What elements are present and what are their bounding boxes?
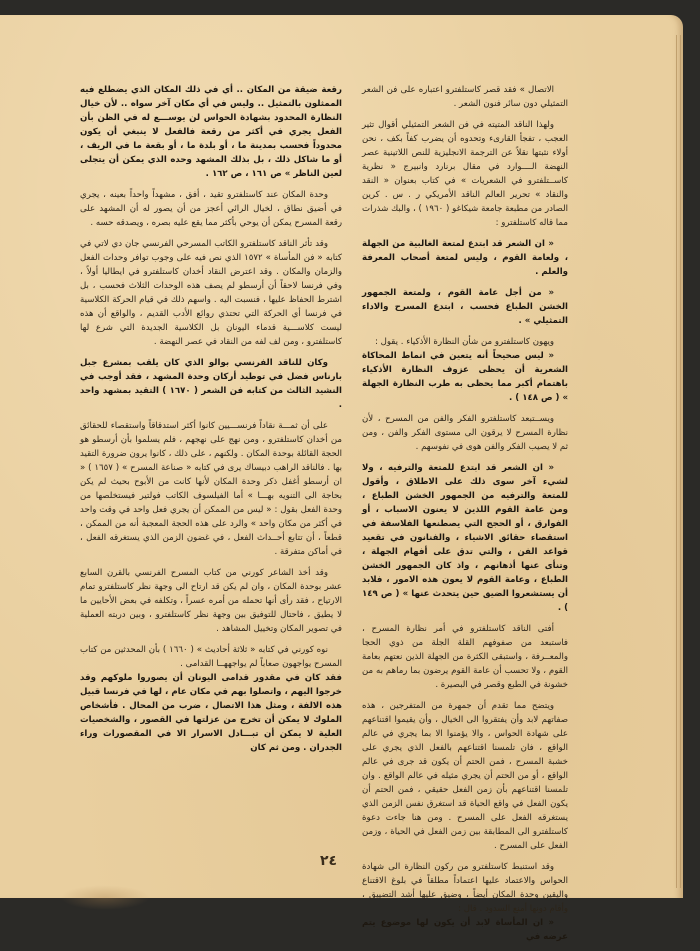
paragraph: أفتى الناقد كاستلفترو في أمر نظارة المسرح ، فاستبعد من صفوفهم القلة الجلة من ذوي الحجا والمعــرفة ، واستبقى الكثرة من الجهلة الذين نعتهم بعامة القوم ، ولا تحسب أن عامة القوم يرضون بما رماهم به من خشونة في الطبع وقصر في البصيرة . (362, 624, 568, 690)
paragraph: وكان للناقد الفرنسي بوالو الذي كان يلقب بمشرع جبل بارناس فضل في توطيد أركان وحدة المشهد ، فقد أوجب في النشيد الثالث من كتابه فن الشعر ( ١٦٧٠ ) التقيد بمشهد واحد . (80, 358, 342, 410)
paragraph: الاتصال » فقد قصر كاستلفترو اعتباره على فن الشعر التمثيلي دون سائر فنون الشعر . (362, 85, 568, 109)
paragraph: وقد أخذ الشاعر كورني من كتاب المسرح الفرنسي بالقرن السابع عشر بوحدة المكان ، وان لم يكن قد ارتاح الى وجهة نظر كاستلفترو تمام الارتياح ، فقد رأى أنها تحمله من أمره عسراً ، وتكلفه في بعض الأحايين ما لا يطيق ، فاحتال للتوفيق بين وجهة نظر كاستلفترو ، وبين دربته العملية في تصوير المكان وتخييل المشاهد . (80, 568, 342, 634)
document-page (0, 15, 683, 942)
paragraph: نوه كورني في كتابه « ثلاثة أحاديث » ( ١٦٦٠ ) بأن المحدثين من كتاب المسرح يواجهون صعاباً لم يواجههــا القدامى . (80, 645, 342, 669)
paragraph: وقد استنبط كاستلفترو من ركون النظارة الى شهادة الحواس والاعتماد عليها اعتماداً مطلقاً في بلوغ الاقتناع واليقين وحدة المكان أيضاً ، وضيق عليها أشد التضييق ، وأقام دونها أمنع السدود . قال : (362, 862, 568, 914)
quote-paragraph: « ليس صحيحاً أنه يتعين في انماط المحاكاة الشعرية أن يحظى عزوف النظارة الأذكياء باهتمام أكبر مما يحظى به طرب النظارة الجهلة » ( ص ١٤٨ ) . (362, 351, 568, 403)
quote-paragraph: « ان الشعر قد ابتدع لمتعة الغالبية من الجهلة ، ولعامة القوم ، وليس لمتعة أصحاب المعرفة والعلم . (362, 239, 568, 277)
paper-stain (60, 885, 150, 910)
paragraph: ويســتبعد كاستلفترو الفكر والفن من المسرح ، لأن نظارة المسرح لا يرقون الى مستوى الفكر والفن ، ومن ثم لا يصيب الفكر والفن هوى في نفوسهم . (362, 414, 568, 452)
quote-paragraph: « ان المأساة لابد أن يكون لها موضوع يتم عرضه في (362, 918, 568, 942)
quote-paragraph: « ان الشعر قد ابتدع للمتعة والترفيه ، ولا لشيء آخر سوى ذلك على الاطلاق ، وأقول للمتعة والترفيه من الجمهور الخشن الطباع ، ومن عامة القوم اللذين لا يعنون الاسباب ، أو الفوارق ، أو الحجج التي يصطنعها الفلاسفة في استقصاء حقائق الاشياء ، والفنانون في تقعيد قواعد الفن ، والتي تدق على أفهام الجهلة ، وتنأى عنها أذهانهم ، واذ كان الجمهور الخشن الطباع ، وعامة القوم لا يعون هذه الامور ، فلابد أن يستشعروا الضيق حين يتحدث عنها » ( ص ١٤٩ ) . (362, 463, 568, 613)
paragraph: على أن ثمـــة نقاداً فرنســـيين كانوا أكثر استدقاقاً واستقصاء للحقائق من أخدان كاستلفترو ، ومن نهج على نهجهم ، فلم يسلموا بأن أرسطو هو الحجة القائلة بوحدة المكان . ولكنهم ، على ذلك ، كانوا يرون ضرورة التقيد بها . فالناقد الراهب دبيساك يرى في كتابه « صناعة المسرح » ( ١٦٥٧ ) « ان أرسطو أغفل ذكر وحدة المكان لأنها كانت من الأبوح بحيث لم يكن بحاجة الى التنويه بهـــا » أما الفيلسوف الكاتب فولتير فيستخلصها من وحدة الفعل بقول : « ليس من الممكن أن يجري فعل واحد في وقت واحد في أكثر من مكان واحد » والرد على هذه الحجة المعجبة أنه من الممكن ، قطعاً ، أن تتابع أحــداث الفعل ، في غضون الزمن الذي يستغرقه الفعل ، في أماكن متفرقة . (80, 421, 343, 557)
page-edge (676, 35, 681, 888)
paragraph: وقد تأثر الناقد كاستلفترو الكاتب المسرحي الفرنسي جان دي لاتي في كتابه « فن المأساة » ١٥٧٢ الذي نص فيه على وجوب توافر وحدات الفعل والزمان والمكان . وقد اعترض النقاد أخدان كاستلفترو في ايطاليا أولاً ، وفي فرنسا لاحقاً أن أرسطو لم يصف هذه الوحدات الثلاث فحسب ، بل اشترط الحفاظ عليها ، فنسبت اليه . واسهم ذلك في قيام الحركة الكلاسية في فرنسا أي الحركة التي تحتذي روائع الأدب القديم ، والواقع أن هذه ليست كلاســـية قدماء اليونان بل الكلاسية الجديدة التي شرع لها كاستلفترو ، ومن لف لفه من النقاد في عصر النهضة . (80, 239, 342, 347)
page-number: ٢٤ (320, 853, 338, 869)
paragraph: وحدة المكان عند كاستلفترو تقيد ، أفق ، مشهداً واحداً بعينه ، يجري في أضيق نطاق ، لخيال الرائي أعجز من أن يصور له أن المشهد على رقعة المسرح يمكن أن يوحي بأكثر مما يقع عليه بصره ، ويصدقه حسه . (80, 190, 342, 228)
paragraph: ولهذا الناقد المتيته في فن الشعر التمثيلي أقوال تثير العجب ، تفجأ القارىء وتحدوه أن يضرب كفاً بكف ، نحن أولاء نثبتها نقلاً عن الترجمة الانجليزية للنص اللاتينية عصر النهضة الــــوارد في مقال برنارد وانبيرج « نظرية كاســتلفترو في الشعريات » في كتاب بعنوان « النقد والنقاد » تحرير العالم الناقد الأمريكي ر . س . كرين الصادر من مطبعة جامعة شيكاغو ( ١٩٦٠ ) ، والبك شذرات مما قاله كاستلفترو : (362, 120, 568, 228)
right-column (362, 83, 568, 951)
paragraph: ويهون كاستلفترو من شأن النظارة الأذكياء . يقول : (375, 337, 554, 347)
quote-paragraph: رقعة ضيقة من المكان .. أي في ذلك المكان الذي يضطلع فيه الممثلون بالتمثيل .. وليس في أي مكان آخر سواه .. لأن خيال النظارة المحدود بشهادة الحواس لن يوســـع له في الظن بأن الفعل يجري في أكثر من رقعة فالفعل لا ينبغي أن يكون محدوداً فحسب بمدينة ما ، أو بلدة ما ، أو بقعة ما في الريف ، أو ما شاكل ذلك ، بل بذلك المشهد وحده الذي يمكن أن يتجلى لعين الناظر » ص ١٦١ ، ص ١٦٢ . (80, 85, 342, 179)
paragraph: فقد كان في مقدور قدامى اليونان أن يصوروا ملوكهم وقد خرجوا اليهم ، واتصلوا بهم في مكان عام ، لها في فرنسا قبيل هذه الالفة ، ومثل هذا الاتصال ، ضرب من المحال . فأشخاص الملوك لا يمكن أن تخرج من عزلتها في القصور ، والشخصيات العلية لا يمكن أن تبـــادل الاسرار الا في المقصورات وراء الجدران . ومن ثم كان (80, 673, 342, 753)
quote-paragraph: « من أجل عامة القوم ، ولمتعة الجمهور الخشن الطباع فحسب ، ابتدع المسرح والاداء التمثيلي » . (362, 288, 568, 326)
paragraph: ويتضح مما تقدم أن جمهرة من المتفرجين ، هذه صفاتهم لابد وأن يفتقروا الى الخيال ، وأن يقيموا اقتناعهم على شهادة الحواس ، والا يؤمنوا الا بما يجري في عالم الواقع ، فان تلمسنا اقتناعهم بالفعل الذي يجري على خشبة المسرح ، فمن الحتم أن يكون قد جرى في عالم الواقع ، أو من الحتم أن يجري مثيله في عالم الواقع . وان تلمسنا اقتناعهم بأن زمن الفعل حقيقي ، فمن الحتم أن يكون الفعل في واقع الحياة قد استغرق نفس الزمن الذي يستغرقه الفعل على المسرح . ومن هنا جاءت دعوة كاستلفترو الى المطابقة بين زمن الفعل في الحياة ، وزمن الفعل على المسرح . (362, 701, 568, 851)
left-column (80, 83, 342, 762)
